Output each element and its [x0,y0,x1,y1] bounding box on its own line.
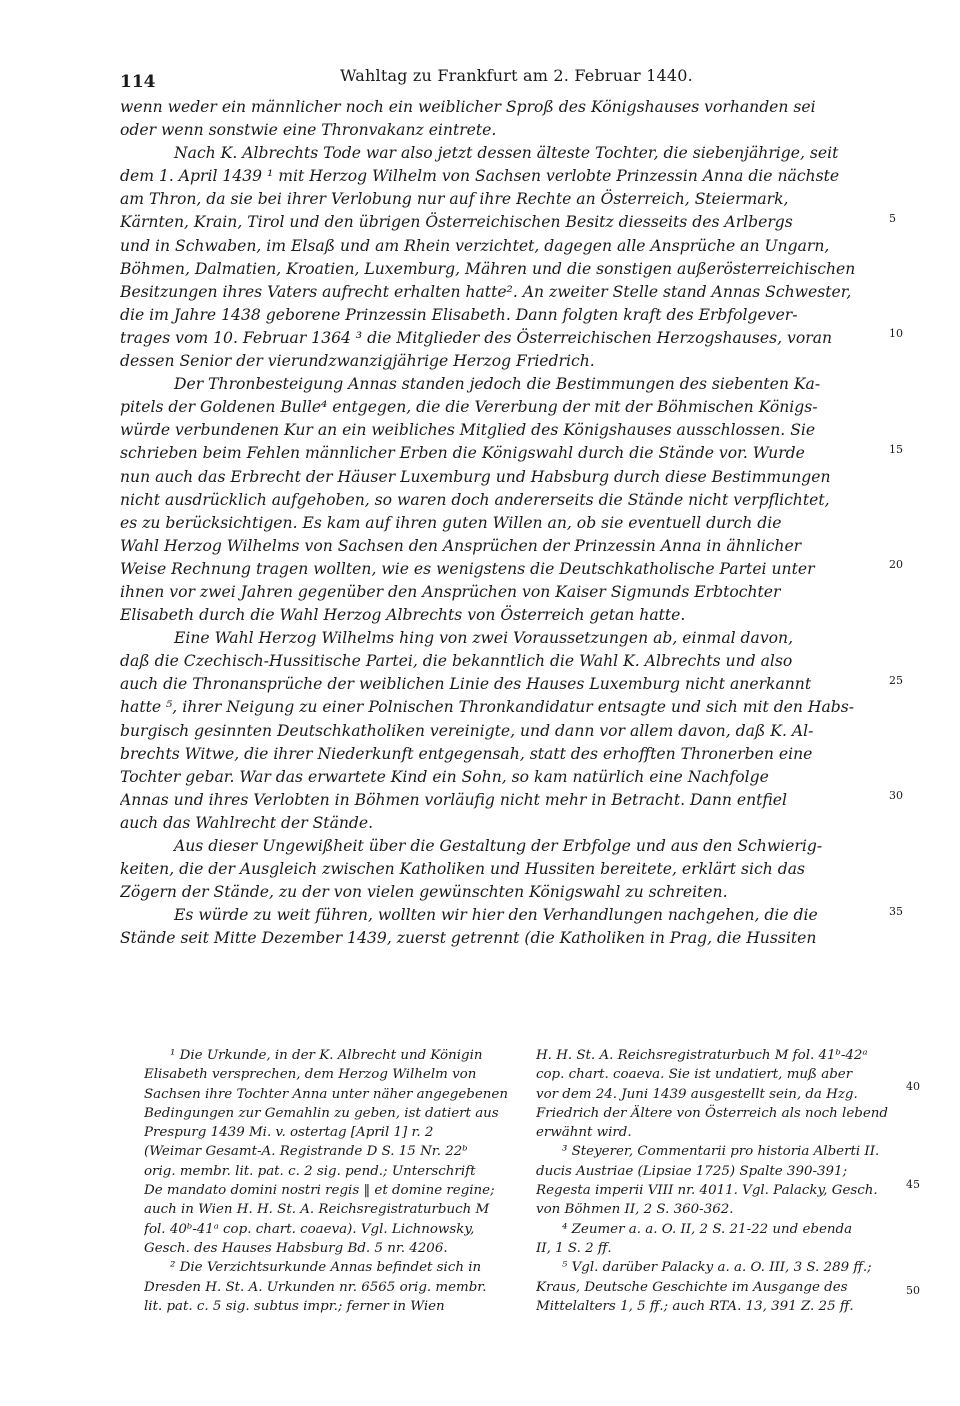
text-line: nun auch das Erbrecht der Häuser Luxemburg und Habsburg durch diese Bestimmungen [120,467,831,486]
footnote-line: H. H. St. A. Reichsregistraturbuch M fol. 41ᵇ-42ᵃ [536,1048,868,1063]
footnote-line: erwähnt wird. [536,1125,632,1141]
text-line: würde verbundenen Kur an ein weibliches Mitglied des Königshauses ausschlossen. Sie [120,421,816,440]
line-number: 10 [889,327,903,340]
footnote-line: Regesta imperii VIII nr. 4011. Vgl. Palacky, Gesch. [536,1183,878,1199]
footnote-line: ducis Austriae (Lipsiae 1725) Spalte 390-391; [536,1163,848,1179]
text-line: Der Thronbesteigung Annas standen jedoch die Bestimmungen des siebenten Ka- [174,375,821,394]
footnote-line: vor dem 24. Juni 1439 ausgestellt sein, da Hzg. [536,1086,858,1102]
footnote-line: Gesch. des Hauses Habsburg Bd. 5 nr. 4206. [144,1240,448,1256]
text-line: dem 1. April 1439 ¹ mit Herzog Wilhelm von Sachsen verlobte Prinzessin Anna die nächste [120,167,840,186]
text-line: Weise Rechnung tragen wollten, wie es wenigstens die Deutschkatholische Partei unter [120,559,815,578]
footnote-line: ¹ Die Urkunde, in der K. Albrecht und Königin [170,1048,483,1063]
text-line: und in Schwaben, im Elsaß und am Rhein verzichtet, dagegen alle Ansprüche an Ungarn, [120,236,830,255]
text-line: Wahl Herzog Wilhelms von Sachsen den Ansprüchen der Prinzessin Anna in ähnlicher [120,536,802,555]
footnote-line: Dresden H. St. A. Urkunden nr. 6565 orig. membr. [144,1279,487,1295]
footnote-line: cop. chart. coaeva. Sie ist undatiert, muß aber [536,1067,853,1083]
footnote-line: ² Die Verzichtsurkunde Annas befindet sich in [170,1260,482,1276]
line-number: 30 [889,789,903,802]
footnotes-right [536,1046,896,1316]
main-text [120,96,882,950]
footnote-line: lit. pat. c. 5 sig. subtus impr.; ferner in Wien [144,1298,445,1314]
footnote-line: Elisabeth versprechen, dem Herzog Wilhelm von [144,1067,477,1083]
text-line: burgisch gesinnten Deutschkatholiken vereinigte, und dann vor allem davon, daß K. Al- [120,721,814,740]
footnotes-left [144,1046,514,1316]
text-line: Elisabeth durch die Wahl Herzog Albrechts von Österreich getan hatte. [120,606,686,625]
footnote-line: De mandato domini nostri regis ‖ et domine regine; [144,1183,495,1199]
text-line: auch die Thronansprüche der weiblichen Linie des Hauses Luxemburg nicht anerkannt [120,675,812,694]
footnote-line: von Böhmen II, 2 S. 360-362. [536,1202,734,1218]
text-line: oder wenn sonstwie eine Thronvakanz eintrete. [120,121,497,140]
text-line: Nach K. Albrechts Tode war also jetzt dessen älteste Tochter, die siebenjährige, seit [174,144,839,163]
text-line: Zögern der Stände, zu der von vielen gewünschten Königswahl zu schreiten. [120,883,728,902]
text-line: ihnen vor zwei Jahren gegenüber den Ansprüchen von Kaiser Sigmunds Erbtochter [120,582,781,601]
text-line: Tochter gebar. War das erwartete Kind ein Sohn, so kam natürlich eine Nachfolge [120,767,769,786]
footnote-line: (Weimar Gesamt-A. Registrande D S. 15 Nr. 22ᵇ [144,1144,468,1160]
line-number: 45 [906,1178,920,1191]
footnote-line: fol. 40ᵇ-41ᵃ cop. chart. coaeva). Vgl. Lichnowsky, [144,1221,475,1237]
text-line: die im Jahre 1438 geborene Prinzessin Elisabeth. Dann folgten kraft des Erbfolgever- [120,305,798,324]
text-line: Es würde zu weit führen, wollten wir hier den Verhandlungen nachgehen, die die [174,906,818,925]
text-line: Annas und ihres Verlobten in Böhmen vorläufig nicht mehr in Betracht. Dann entfiel [120,790,788,809]
footnote-line: Sachsen ihre Tochter Anna unter näher angegebenen [144,1086,508,1102]
text-line: nicht ausdrücklich aufgehoben, so waren doch andererseits die Stände nicht verpflichtet, [120,490,830,509]
text-line: es zu berücksichtigen. Es kam auf ihren guten Willen an, ob sie eventuell durch die [120,513,782,532]
line-number: 40 [906,1080,920,1093]
text-line: auch das Wahlrecht der Stände. [120,813,374,832]
footnote-line: auch in Wien H. H. St. A. Reichsregistraturbuch M [144,1202,490,1218]
line-number: 20 [889,558,903,571]
line-number: 50 [906,1284,920,1297]
text-line: am Thron, da sie bei ihrer Verlobung nur auf ihre Rechte an Österreich, Steiermark, [120,190,789,209]
footnote-line: ⁵ Vgl. darüber Palacky a. a. O. III, 3 S. 289 ff.; [562,1260,872,1276]
footnote-line: ³ Steyerer, Commentarii pro historia Alberti II. [562,1144,880,1160]
text-line: Besitzungen ihres Vaters aufrecht erhalten hatte². An zweiter Stelle stand Annas Schwester, [120,282,852,301]
text-line: wenn weder ein männlicher noch ein weiblicher Sproß des Königshauses vorhanden sei [120,98,816,116]
text-line: Stände seit Mitte Dezember 1439, zuerst getrennt (die Katholiken in Prag, die Hussiten [120,929,817,948]
text-line: brechts Witwe, die ihrer Niederkunft entgegensah, statt des erhofften Thronerben eine [120,744,813,763]
page-number: 114 [120,72,156,92]
line-number: 5 [889,212,896,225]
text-line: daß die Czechisch-Hussitische Partei, die bekanntlich die Wahl K. Albrechts und also [120,652,793,671]
footnote-line: Kraus, Deutsche Geschichte im Ausgange des [536,1279,848,1295]
text-line: dessen Senior der vierundzwanzigjährige Herzog Friedrich. [120,352,595,371]
footnote-line: Prespurg 1439 Mi. v. ostertag [April 1] r. 2 [144,1125,434,1141]
text-line: hatte ⁵, ihrer Neigung zu einer Polnischen Thronkandidatur entsagte und sich mit den Habs- [120,698,855,717]
text-line: schrieben beim Fehlen männlicher Erben die Königswahl durch die Stände vor. Wurde [120,444,805,463]
text-line: Kärnten, Krain, Tirol und den übrigen Österreichischen Besitz diesseits des Arlbergs [120,213,793,232]
line-number: 35 [889,905,903,918]
line-number: 25 [889,674,903,687]
footnote-line: orig. membr. lit. pat. c. 2 sig. pend.; Unterschrift [144,1163,476,1179]
footnote-line: ⁴ Zeumer a. a. O. II, 2 S. 21-22 und ebenda [562,1221,853,1237]
footnote-line: Friedrich der Ältere von Österreich als noch lebend [536,1105,888,1121]
footnote-line: II, 1 S. 2 ff. [536,1240,612,1256]
line-number: 15 [889,443,903,456]
text-line: Böhmen, Dalmatien, Kroatien, Luxemburg, Mähren und die sonstigen außerösterreichischen [120,259,856,278]
footnote-line: Bedingungen zur Gemahlin zu geben, ist datiert aus [144,1105,499,1121]
footnote-line: Mittelalters 1, 5 ff.; auch RTA. 13, 391 Z. 25 ff. [536,1298,854,1314]
text-line: Aus dieser Ungewißheit über die Gestaltung der Erbfolge und aus den Schwierig- [174,837,823,855]
text-line: keiten, die der Ausgleich zwischen Katholiken und Hussiten bereitete, erklärt sich das [120,860,806,879]
running-title: Wahltag zu Frankfurt am 2. Februar 1440. [340,66,693,85]
text-line: pitels der Goldenen Bulle⁴ entgegen, die die Vererbung der mit der Böhmischen Königs- [120,398,818,417]
text-line: Eine Wahl Herzog Wilhelms hing von zwei Voraussetzungen ab, einmal davon, [174,629,794,648]
text-line: trages vom 10. Februar 1364 ³ die Mitglieder des Österreichischen Herzogshauses, voran [120,328,833,347]
